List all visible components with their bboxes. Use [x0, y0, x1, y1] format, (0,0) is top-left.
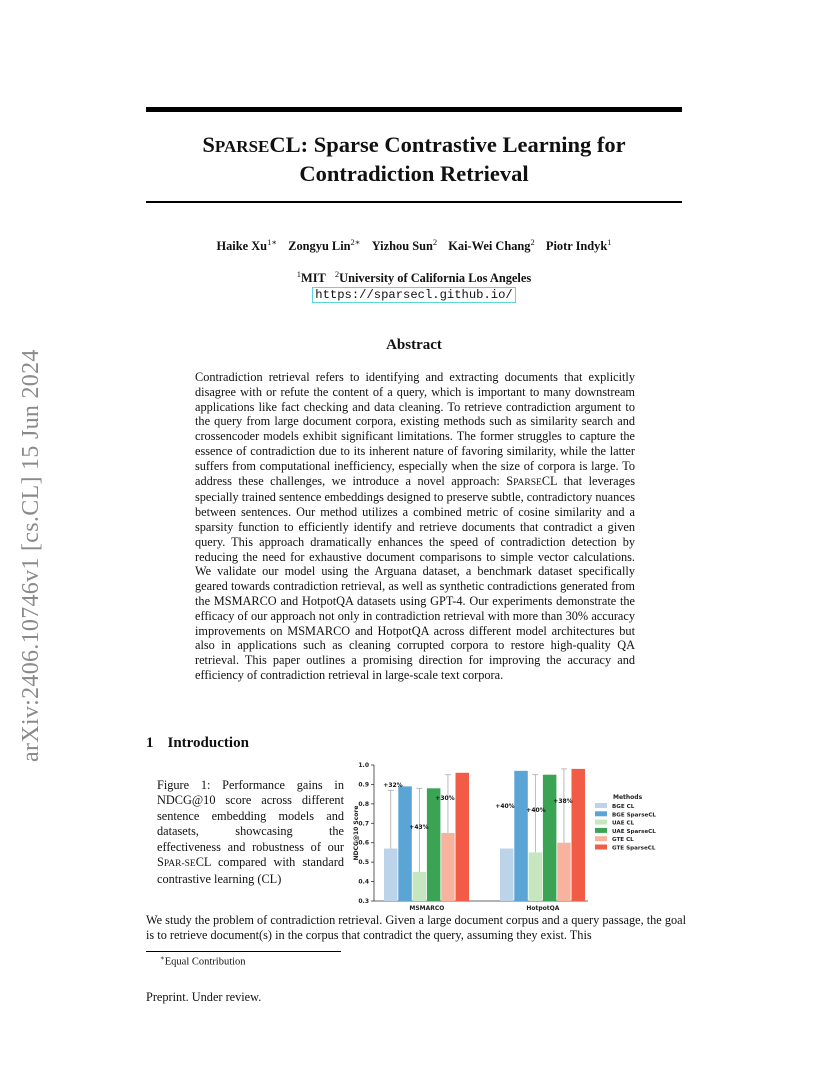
x-tick-label: HotpotQA — [526, 905, 560, 912]
legend-swatch — [595, 845, 607, 850]
affiliations: $^1$MIT $^2$University of California Los Angeles — [296, 269, 532, 286]
legend-swatch — [595, 820, 607, 825]
gain-annotation: +38% — [553, 798, 573, 805]
bar — [398, 786, 412, 901]
bar — [529, 852, 543, 901]
gain-annotation: +32% — [383, 782, 403, 789]
project-url-link[interactable]: https://sparsecl.github.io/ — [312, 287, 515, 303]
legend-swatch — [595, 803, 607, 808]
legend-swatch — [595, 811, 607, 816]
y-tick-label: 0.8 — [358, 800, 369, 808]
paper-title: SPARSECL: Sparse Contrastive Learning for Contradiction Retrieval — [202, 132, 626, 186]
author-list — [146, 237, 682, 254]
gain-annotation: +43% — [409, 824, 429, 831]
figure-caption: Figure 1: Performance gains in NDCG@10 score across different sentence embedding models and datasets, showcasing the effectiveness and robustness of our SPAR-SECL compared with standard contrastive learning (CL) — [157, 778, 344, 887]
y-tick-label: 1.0 — [358, 762, 369, 769]
y-tick-label: 0.9 — [358, 781, 369, 789]
bar — [543, 775, 557, 901]
author: Kai-Wei Chang$^2$ — [448, 237, 535, 254]
bar — [572, 769, 586, 901]
y-axis-label: NDCG@10 Score — [353, 805, 360, 861]
footnote: ∗Equal Contribution — [160, 954, 246, 968]
section-heading: 1 Introduction — [146, 735, 249, 751]
bar — [384, 849, 398, 901]
bar — [441, 833, 455, 901]
abstract-body: Contradiction retrieval refers to identifying and extracting documents that explicitly disagree with or refute the content of a query, which is important to many downstream applications like fact checking and data cleaning. To retrieve contradiction argument to the query from large document corpora, existing methods such as similarity search and crossencoder models exhibit significant limitations. The former struggles to capture the essence of contradiction due to its inherent nature of favoring similarity, while the latter suffers from computational inefficiency, especially when the size of corpora is large. To address these challenges, we introduce a novel approach: SPARSECL that leverages specially trained sentence embeddings designed to preserve subtle, contradictory nuances between sentences. Our method utilizes a combined metric of cosine similarity and a sparsity function to efficiently identify and retrieve documents that contradict a given query. This approach dramatically enhances the speed of contradiction detection by reducing the need for exhaustive document comparisons to simple vector calculations. We validate our model using the Arguana dataset, a benchmark dataset specifically geared towards contradiction retrieval, as well as synthetic contradictions generated from the MSMARCO and HotpotQA datasets using GPT-4. Our experiments demonstrate the efficacy of our approach not only in contradiction retrieval with more than 30% accuracy improvements on MSMARCO and HotpotQA across different model architectures but also in applications such as cleaning corrupted corpora to restore high-quality QA retrieval. This paper outlines a promising direction for improving the accuracy and efficiency of contradiction retrieval in large-scale text corpora. — [195, 370, 635, 682]
bar — [557, 843, 571, 901]
bar — [456, 773, 470, 901]
footnote-rule — [146, 951, 341, 952]
gain-annotation: +40% — [495, 803, 515, 810]
legend-swatch — [595, 836, 607, 841]
abstract-heading: Abstract — [386, 337, 442, 353]
bar — [500, 849, 514, 901]
legend-label: GTE CL — [612, 837, 634, 844]
y-tick-label: 0.5 — [358, 859, 369, 867]
x-tick-label: MSMARCO — [409, 905, 445, 912]
bar — [514, 771, 528, 901]
legend-label: UAE SparseCL — [612, 828, 656, 835]
arxiv-stamp: arXiv:2406.10746v1 [cs.CL] 15 Jun 2024 — [18, 349, 44, 762]
y-tick-label: 0.3 — [358, 898, 369, 905]
top-rule — [146, 107, 682, 112]
body-paragraph: We study the problem of contradiction retrieval. Given a large document corpus and a query passage, the goal is to retrieve document(s) in the corpus that contradict the query, assuming they exist. This — [146, 913, 687, 943]
gain-annotation: +30% — [435, 795, 455, 802]
bar — [413, 872, 427, 901]
performance-bar-chart — [348, 757, 688, 913]
author: Zongyu Lin$^{2∗}$ — [288, 237, 361, 254]
legend-label: BGE CL — [612, 804, 635, 810]
legend-swatch — [595, 828, 607, 833]
gain-annotation: +40% — [526, 807, 546, 814]
legend-title: Methods — [613, 794, 643, 801]
y-tick-label: 0.4 — [358, 878, 369, 886]
project-url-row — [146, 285, 682, 303]
author: Haike $Xu^{1∗}$ — [216, 237, 278, 254]
bar — [427, 788, 441, 901]
legend-label: UAE CL — [612, 820, 635, 827]
legend-label: GTE SparseCL — [612, 845, 656, 852]
y-tick-label: 0.6 — [358, 839, 369, 847]
author: Yizhou Sun$^2$ — [371, 237, 438, 254]
y-tick-label: 0.7 — [358, 820, 369, 828]
legend-label: BGE SparseCL — [612, 812, 656, 819]
title-bottom-rule — [146, 201, 682, 203]
author: Piotr Indyk$^1$ — [545, 237, 612, 254]
preprint-note: Preprint. Under review. — [146, 990, 262, 1004]
